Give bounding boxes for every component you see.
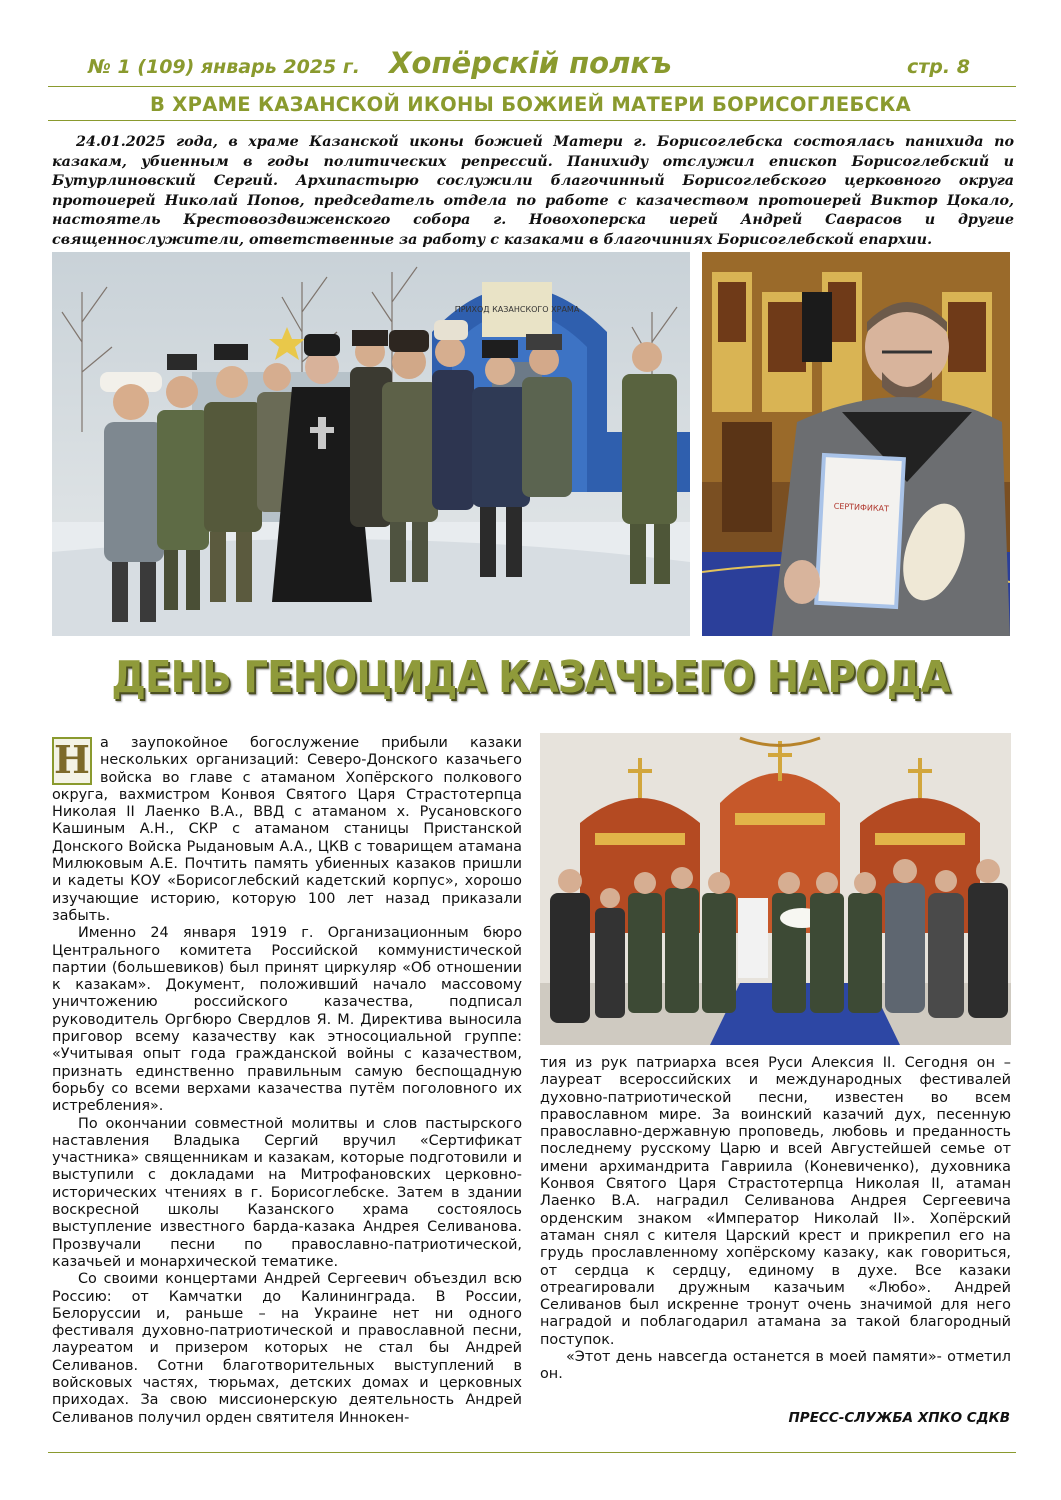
article-column-left [52,735,522,1427]
article-paragraph: По окончании совместной молитвы и слов пастырского наставления Владыка Сергий вручил «Сертификат участника» священникам и казакам, которые подготовили и выступили с докладами на Митрофановских церковно-исторических чтениях в г. Борисоглебске. Затем в здании воскресной школы Казанского храма состоялось выступление известного барда-казака Андрея Селиванова. Прозвучали песни по православно-патриотической, казачьей и монархической тематике. [52,1115,522,1270]
drop-cap-letter: Н [52,737,92,785]
newspaper-title: Хопёрскiй полкъ [389,46,672,80]
issue-number: № 1 (109) январь 2025 г. [88,56,360,78]
page-number: стр. 8 [907,56,970,78]
article-column-right [540,1055,1011,1384]
lead-paragraph: 24.01.2025 года, в храме Казанской иконы божией Матери г. Борисоглебска состоялась панихида по казакам, убиенным в годы политических репрессий. Панихиду отслужил епископ Борисоглебский и Бутурлиновский Сергий. Архипастырю сослужили благочинный Борисоглебского церковного округа протоиерей Николай Попов, председатель отдела по работе с казачеством протоиерей Виктор Цокало, настоятель Крестовоздвиженского собора г. Новохоперска иерей Андрей Саврасов и другие священнослужители, ответственные за работу с казаками в благочиниях Борисоглебской епархии. [52,134,1014,248]
article-paragraph: а заупокойное богослужение прибыли казаки нескольких организаций: Северо-Донского казачьего войска во главе с атаманом Хопёрского полкового округа, вахмистром Конвоя Святого Царя Страстотерпца Николая II Лаенко В.А., ВВД с атаманом х. Русановского Кашиным А.Н., СКР с атаманом станицы Пристанской Донского Войска Рыдановым А.А., ЦКВ с товарищем атамана Милюковым А.Е. Почтить память убиенных казаков пришли и кадеты КОУ «Борисоглебский кадетский корпус», хорошо изучающие историю, которую 100 лет назад приказали забыть. [52,735,522,924]
section-title: В ХРАМЕ КАЗАНСКОЙ ИКОНЫ БОЖИЕЙ МАТЕРИ БОРИСОГЛЕБСКА [150,93,911,116]
article-paragraph: Именно 24 января 1919 г. Организационным бюро Центрального комитета Российской коммунистической партии (большевиков) был принят циркуляр «Об отношении к казакам». Документ, положивший начало массовому уничтожению российского казачества, подписал руководитель Оргбюро Свердлов Я. М. Директива выносила приговор всему казачеству как этносоциальной группе: «Учитывая опыт года гражданской войны с казачеством, признать единственно правильным самую беспощадную борьбу со всеми верхами казачества путём поголовного их истребления». [52,925,522,1115]
article-paragraph: Со своими концертами Андрей Сергеевич объездил всю Россию: от Камчатки до Калининграда. В России, Белоруссии и, раньше – на Украине нет ни одного фестиваля духовно-патриотической и православной песни, лауреатом и призером которых не стал бы Андрей Селиванов. Сотни благотворительных выступлений в войсковых частях, тюрьмах, детских домах и церковных приходах. За свою миссионерскую деятельность Андрей Селиванов получил орден святителя Иннокен- [52,1271,522,1426]
photo-group-in-church [540,733,1011,1045]
press-service-signature: ПРЕСС-СЛУЖБА ХПКО СДКВ [788,1410,1010,1426]
article-paragraph: «Этот день навсегда останется в моей памяти»- отметил он. [540,1349,1011,1383]
certificate-label: СЕРТИФИКАТ [833,501,890,514]
photo-certificate-holder [702,252,1010,636]
photo-group-at-church [52,252,690,636]
section-rule [48,120,1016,121]
gate-sign: ПРИХОД КАЗАНСКОГО ХРАМА [454,305,580,314]
article-paragraph: тия из рук патриарха всея Руси Алексия II. Сегодня он – лауреат всероссийских и международных фестивалей духовно-патриотической песни, известен во всем православном мире. За воинский казачий дух, песенную православно-державную проповедь, любовь и преданность последнему русскому Царю и всей Августейшей семье от имени архимандрита Гавриила (Коневиченко), духовника Конвоя Святого Царя Страстотерпца Николая II, атаман Лаенко В.А. наградил Селиванова Андрея Сергеевича орденским знаком «Император Николай II». Хопёрский атаман снял с кителя Царский крест и прикрепил его на грудь прославленному хопёрскому казаку, как говориться, от сердца к сердцу, единому в духе. Все казаки отреагировали дружным казачьим «Любо». Андрей Селиванов был искренне тронут очень значимой для него наградой и поблагодарил атамана за такой благородный поступок. [540,1055,1011,1348]
article-title: ДЕНЬ ГЕНОЦИДА КАЗАЧЬЕГО НАРОДА [111,652,950,703]
footer-rule [48,1452,1016,1453]
header-rule [48,86,1016,87]
